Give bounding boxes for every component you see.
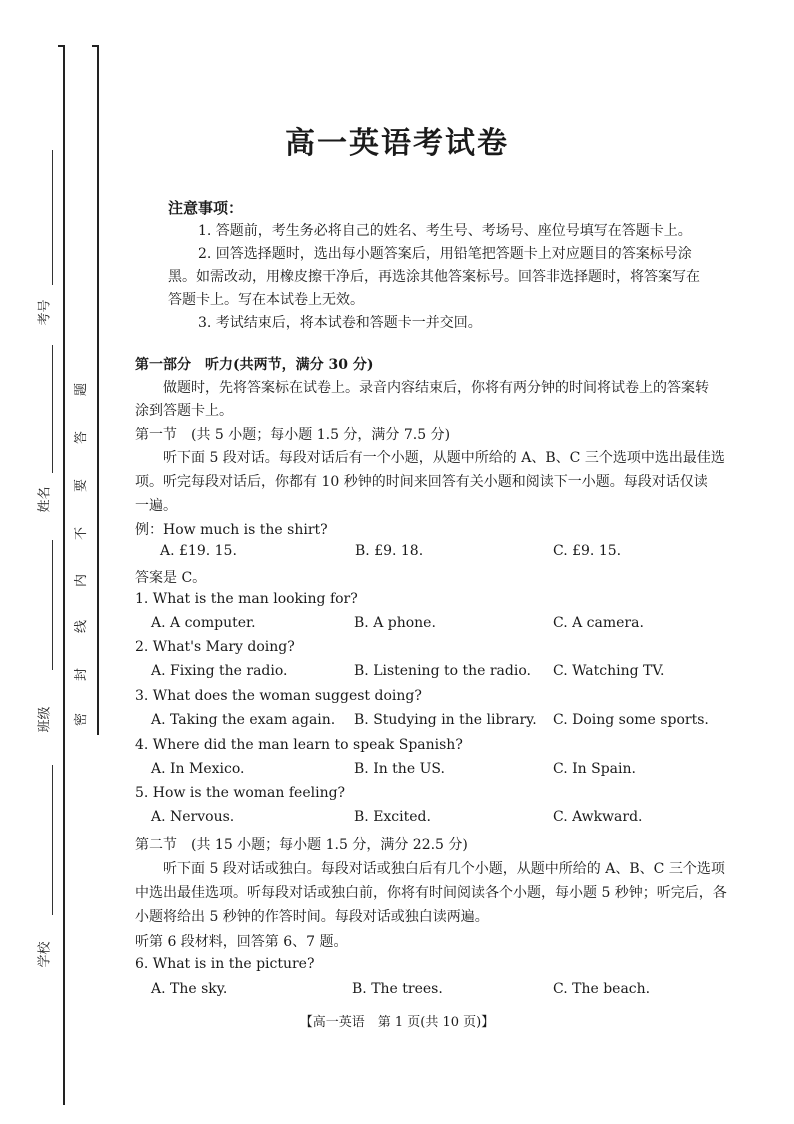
q1-option-c: C. A camera. xyxy=(553,615,644,631)
class-blank xyxy=(52,540,53,670)
seal-char-ti: 题 xyxy=(74,382,90,397)
q1-option-a: A. A computer. xyxy=(151,615,256,631)
notes-line-3: 3. 考试结束后，将本试卷和答题卡一并交回。 xyxy=(198,315,482,331)
question-4: 4. Where did the man learn to speak Spanish? xyxy=(135,737,463,753)
seal-char-yao: 要 xyxy=(74,478,90,493)
page-footer: 【高一英语 第 1 页(共 10 页)】 xyxy=(299,1015,495,1030)
exam-no-blank xyxy=(52,150,53,285)
class-label: 班级 xyxy=(37,706,53,733)
q4-option-a: A. In Mexico. xyxy=(151,761,245,777)
question-1: 1. What is the man looking for? xyxy=(135,591,358,607)
q6-option-c: C. The beach. xyxy=(553,981,651,997)
question-3: 3. What does the woman suggest doing? xyxy=(135,688,422,704)
q5-option-a: A. Nervous. xyxy=(151,809,235,825)
q2-option-b: B. Listening to the radio. xyxy=(354,663,531,679)
section1-heading: 第一节 (共 5 小题；每小题 1.5 分，满分 7.5 分) xyxy=(135,427,451,443)
seal-char-nei: 内 xyxy=(74,573,90,588)
seal-char-feng: 封 xyxy=(74,667,90,682)
q5-option-c: C. Awkward. xyxy=(553,809,643,825)
q6-option-b: B. The trees. xyxy=(352,981,443,997)
section2-heading: 第二节 (共 15 小题；每小题 1.5 分，满分 22.5 分) xyxy=(135,837,468,853)
part1-intro-a: 做题时，先将答案标在试卷上。录音内容结束后，你将有两分钟的时间将试卷上的答案转 xyxy=(163,380,709,396)
question-5: 5. How is the woman feeling? xyxy=(135,785,346,801)
section2-instr-a: 听下面 5 段对话或独白。每段对话或独白后有几个小题，从题中所给的 A、B、C 三个选项 xyxy=(163,861,725,877)
section2-instr-c: 小题将给出 5 秒钟的作答时间。每段对话或独白读两遍。 xyxy=(135,909,489,925)
notes-line-2a: 2. 回答选择题时，选出每小题答案后，用铅笔把答题卡上对应题目的答案标号涂 xyxy=(198,246,692,262)
name-label: 姓名 xyxy=(37,486,53,513)
q2-option-a: A. Fixing the radio. xyxy=(151,663,288,679)
example-question: 例：How much is the shirt? xyxy=(135,522,328,538)
q4-option-c: C. In Spain. xyxy=(553,761,636,777)
page-title: 高一英语考试卷 xyxy=(285,126,509,161)
section2-instr-b: 中选出最佳选项。听每段对话或独白前，你将有时间阅读各个小题，每小题 5 秒钟；听完后，各 xyxy=(135,885,727,901)
school-blank xyxy=(52,765,53,915)
section1-instr-a: 听下面 5 段对话。每段对话后有一个小题，从题中所给的 A、B、C 三个选项中选出最佳选 xyxy=(163,450,725,466)
q3-option-a: A. Taking the exam again. xyxy=(151,712,336,728)
exam-no-label: 考号 xyxy=(37,299,53,326)
part1-intro-b: 涂到答题卡上。 xyxy=(135,403,233,419)
question-2: 2. What's Mary doing? xyxy=(135,639,295,655)
example-option-c: C. £9. 15. xyxy=(553,543,622,559)
example-option-b: B. £9. 18. xyxy=(355,543,424,559)
name-blank xyxy=(52,345,53,473)
school-label: 学校 xyxy=(37,941,53,968)
part1-heading: 第一部分 听力(共两节，满分 30 分) xyxy=(135,357,374,373)
section1-instr-c: 一遍。 xyxy=(135,498,177,514)
example-answer: 答案是 C。 xyxy=(135,570,207,586)
margin-line-outer xyxy=(63,45,65,1105)
seal-char-da: 答 xyxy=(74,430,90,445)
q6-option-a: A. The sky. xyxy=(151,981,228,997)
margin-tick-inner-top xyxy=(92,45,98,47)
seal-char-bu: 不 xyxy=(74,526,90,541)
q4-option-b: B. In the US. xyxy=(354,761,445,777)
material-6: 听第 6 段材料，回答第 6、7 题。 xyxy=(135,934,348,950)
margin-tick-top xyxy=(58,45,64,47)
seal-char-mi: 密 xyxy=(74,712,90,727)
section1-instr-b: 项。听完每段对话后，你都有 10 秒钟的时间来回答有关小题和阅读下一小题。每段对话仅读 xyxy=(135,474,708,490)
q2-option-c: C. Watching TV. xyxy=(553,663,665,679)
example-option-a: A. £19. 15. xyxy=(160,543,237,559)
q3-option-b: B. Studying in the library. xyxy=(354,712,537,728)
notes-line-2b: 黑。如需改动，用橡皮擦干净后，再选涂其他答案标号。回答非选择题时，将答案写在 xyxy=(168,269,700,285)
seal-char-xian: 线 xyxy=(74,619,90,634)
question-6: 6. What is in the picture? xyxy=(135,956,315,972)
q1-option-b: B. A phone. xyxy=(354,615,436,631)
notes-heading: 注意事项： xyxy=(168,199,244,217)
q5-option-b: B. Excited. xyxy=(354,809,431,825)
q3-option-c: C. Doing some sports. xyxy=(553,712,709,728)
notes-line-2c: 答题卡上。写在本试卷上无效。 xyxy=(168,292,364,308)
notes-line-1: 1. 答题前，考生务必将自己的姓名、考生号、考场号、座位号填写在答题卡上。 xyxy=(198,223,692,239)
